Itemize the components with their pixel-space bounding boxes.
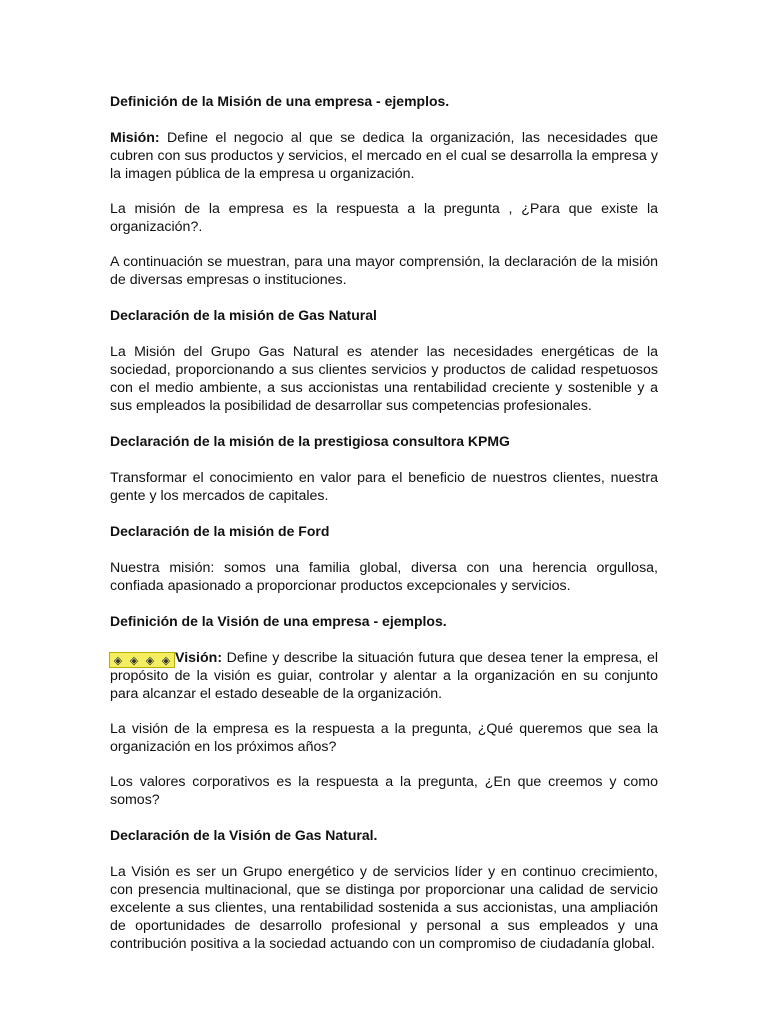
- heading-definicion-mision: Definición de la Misión de una empresa - ejemplos.: [110, 93, 450, 109]
- diamond-hand-icon: ◈: [129, 654, 139, 667]
- paragraph-continuacion: A continuación se muestran, para una mayor comprensión, la declaración de la misión de diversas empresas o instituciones.: [110, 254, 658, 288]
- heading-definicion-vision: Definición de la Visión de una empresa - ejemplos.: [110, 613, 447, 629]
- paragraph-valores: Los valores corporativos es la respuesta a la pregunta, ¿En que creemos y como somos?: [110, 774, 658, 808]
- paragraph-vision-pregunta: La visión de la empresa es la respuesta a la pregunta, ¿Qué queremos que sea la organización en los próximos años?: [110, 721, 658, 755]
- highlight-markers: [110, 653, 174, 667]
- vision-text: Define y describe la situación futura que desea tener la empresa, el propósito de la visión es guiar, controlar y alentar a la organización en su conjunto para alcanzar el estado deseable de la organización.: [110, 650, 658, 702]
- heading-kpmg-mision: Declaración de la misión de la prestigiosa consultora KPMG: [110, 433, 510, 449]
- paragraph-gas-natural-mision: La Misión del Grupo Gas Natural es atender las necesidades energéticas de la sociedad, proporcionando a sus clientes servicios y productos de calidad respetuosos con el medio ambiente, a sus accionistas una rentabilidad creciente y sostenible y a sus empleados la posibilidad de desarrollar sus competencias profesionales.: [110, 344, 658, 414]
- vision-label: Visión:: [175, 650, 223, 666]
- diamond-hand-icon: ◈: [145, 654, 155, 667]
- paragraph-gas-natural-vision: La Visión es ser un Grupo energético y de servicios líder y en continuo crecimiento, con presencia multinacional, que se distinga por proporcionar una calidad de servicio excelente a sus clientes, una rentabilidad sostenida a sus accionistas, una ampliación de oportunidades de desarrollo profesional y personal a sus empleados y una contribución positiva a la sociedad actuando con un compromiso de ciudadanía global.: [110, 864, 658, 952]
- heading-gas-natural-mision: Declaración de la misión de Gas Natural: [110, 307, 377, 323]
- paragraph-mision: [110, 129, 658, 183]
- paragraph-mision-pregunta: La misión de la empresa es la respuesta a la pregunta , ¿Para que existe la organización?.: [110, 201, 658, 235]
- paragraph-kpmg-mision: Transformar el conocimiento en valor para el beneficio de nuestros clientes, nuestra gente y los mercados de capitales.: [110, 470, 658, 504]
- diamond-hand-icon: ◈: [161, 654, 171, 667]
- paragraph-vision: [110, 649, 658, 703]
- mision-label: Misión:: [110, 130, 160, 146]
- diamond-hand-icon: ◈: [113, 654, 123, 667]
- heading-gas-natural-vision: Declaración de la Visión de Gas Natural.: [110, 827, 378, 843]
- mision-text: Define el negocio al que se dedica la organización, las necesidades que cubren con sus productos y servicios, el mercado en el cual se desarrolla la empresa y la imagen pública de la empresa u organización.: [110, 130, 658, 182]
- paragraph-ford-mision: Nuestra misión: somos una familia global, diversa con una herencia orgullosa, confiada apasionado a proporcionar productos excepcionales y servicios.: [110, 560, 658, 594]
- heading-ford-mision: Declaración de la misión de Ford: [110, 523, 330, 539]
